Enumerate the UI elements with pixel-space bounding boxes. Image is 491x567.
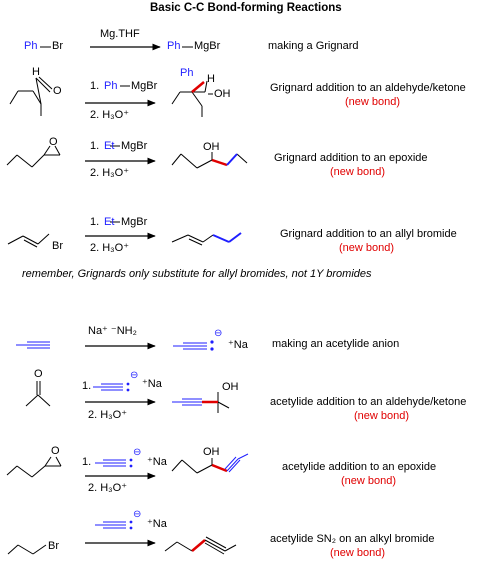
rxn7-product-alkyne — [225, 454, 248, 472]
rxn6-atom-o: O — [34, 368, 43, 380]
rxn8-new-bond — [192, 540, 205, 551]
rxn2-step1-num: 1. — [90, 80, 100, 92]
rxn4-step1-rest: MgBr — [121, 216, 148, 228]
rxn5-description: making an acetylide anion — [272, 338, 400, 350]
rxn3-description: Grignard addition to an epoxide — [274, 152, 428, 164]
rxn3-new-bond — [212, 160, 227, 165]
rxn2-prod-oh: OH — [214, 88, 231, 100]
rxn7-epoxide-structure — [7, 457, 61, 477]
rxn8-product-alkyne — [205, 537, 236, 554]
grignard-note: remember, Grignards only substitute for allyl bromides, not 1Y bromides — [22, 268, 372, 280]
rxn3-new-chain — [227, 154, 237, 165]
page-title: Basic C-C Bond-forming Reactions — [150, 2, 342, 14]
rxn6-product-alcohol — [218, 392, 229, 413]
rxn8-description: acetylide SN₂ on an alkyl bromide — [270, 533, 435, 545]
rxn4-allyl-bromide-structure — [8, 234, 49, 247]
rxn8-new-bond-label: (new bond) — [330, 547, 386, 559]
rxn8-reagent-acetylide — [95, 522, 126, 528]
rxn5-acetylide-structure — [173, 343, 207, 349]
rxn6-step1-charge-icon: ⊖ — [130, 370, 139, 381]
rxn2-step1-rest: MgBr — [131, 80, 158, 92]
rxn6-reagent-acetylide — [93, 384, 123, 390]
rxn4-step2: 2. H₃O⁺ — [90, 242, 130, 254]
rxn2-new-bond — [192, 82, 204, 92]
rxn1-reagent-br: Br — [52, 40, 63, 52]
rxn3-step1-rest: MgBr — [121, 140, 148, 152]
rxn7-reagent-acetylide — [95, 460, 126, 466]
rxn3-prod-oh: OH — [203, 141, 220, 153]
rxn7-product-structure — [172, 458, 212, 473]
rxn7-prod-oh: OH — [203, 446, 220, 458]
rxn2-aldehyde-structure — [10, 77, 52, 116]
rxn1-reagent-ph: Ph — [24, 40, 38, 52]
rxn8-atom-br: Br — [48, 540, 59, 552]
rxn3-step1-group: Et — [104, 140, 115, 152]
rxn3-step2: 2. H₃O⁺ — [90, 167, 130, 179]
rxn5-counterion: ⁺Na — [228, 339, 248, 351]
rxn5-alkyne-structure — [16, 342, 50, 348]
rxn2-alcohol-structure — [172, 81, 213, 117]
rxn7-step1-counter: ⁺Na — [147, 456, 167, 468]
rxn8-reagent-counter: ⁺Na — [147, 518, 167, 530]
rxn6-step1-num: 1. — [82, 380, 92, 392]
rxn1-product-ph: Ph — [167, 40, 181, 52]
rxn1-condition: Mg.THF — [100, 28, 140, 40]
rxn2-prod-h: H — [207, 73, 215, 85]
rxn3-epoxide-structure — [7, 146, 60, 167]
rxn4-new-bond-label: (new bond) — [339, 242, 395, 254]
rxn4-new-chain — [229, 233, 241, 242]
rxn7-step1-num: 1. — [82, 456, 92, 468]
rxn2-prod-ph: Ph — [180, 67, 194, 79]
rxn7-atom-o: O — [51, 445, 60, 457]
rxn8-product-structure — [165, 542, 192, 551]
rxn6-new-bond-label: (new bond) — [354, 410, 410, 422]
rxn4-new-bond — [213, 235, 229, 242]
rxn6-description: acetylide addition to an aldehyde/ketone — [270, 396, 467, 408]
rxn1-product-mgbr: MgBr — [194, 40, 221, 52]
rxn6-acetone-structure — [26, 381, 50, 406]
rxn1-description: making a Grignard — [268, 40, 359, 52]
rxn2-step2: 2. H₃O⁺ — [90, 109, 130, 121]
rxn8-reagent-charge-icon: ⊖ — [133, 509, 142, 520]
rxn2-description: Grignard addition to an aldehyde/ketone — [270, 82, 466, 94]
rxn3-atom-o: O — [49, 136, 58, 148]
rxn5-charge-icon: ⊖ — [214, 328, 223, 339]
rxn5-lone-pair — [210, 340, 213, 350]
rxn3-step1-num: 1. — [90, 140, 100, 152]
rxn2-step1-group: Ph — [104, 80, 118, 92]
rxn7-step1-charge-icon: ⊖ — [133, 447, 142, 458]
rxn3-new-bond-label: (new bond) — [330, 166, 386, 178]
rxn6-prod-oh: OH — [222, 381, 239, 393]
rxn7-new-bond — [212, 465, 227, 471]
rxn7-step2: 2. H₃O⁺ — [88, 482, 128, 494]
rxn4-description: Grignard addition to an allyl bromide — [280, 228, 457, 240]
rxn2-atom-o: O — [53, 85, 62, 97]
rxn7-description: acetylide addition to an epoxide — [282, 461, 437, 473]
rxn2-new-bond-label: (new bond) — [345, 96, 401, 108]
rxn4-atom-br: Br — [52, 240, 63, 252]
rxn6-step2: 2. H₃O⁺ — [88, 409, 128, 421]
rxn5-condition: Na⁺ ⁻NH₂ — [88, 325, 137, 337]
rxn8-bromide-structure — [8, 545, 46, 554]
rxn4-step1-num: 1. — [90, 216, 100, 228]
rxn7-new-bond-label: (new bond) — [341, 475, 397, 487]
rxn4-alkene-structure — [172, 235, 213, 245]
rxn6-step1-counter: ⁺Na — [142, 378, 162, 390]
rxn4-step1-group: Et — [104, 216, 115, 228]
rxn2-atom-h: H — [32, 66, 40, 78]
rxn6-product-alkyne — [172, 399, 202, 405]
